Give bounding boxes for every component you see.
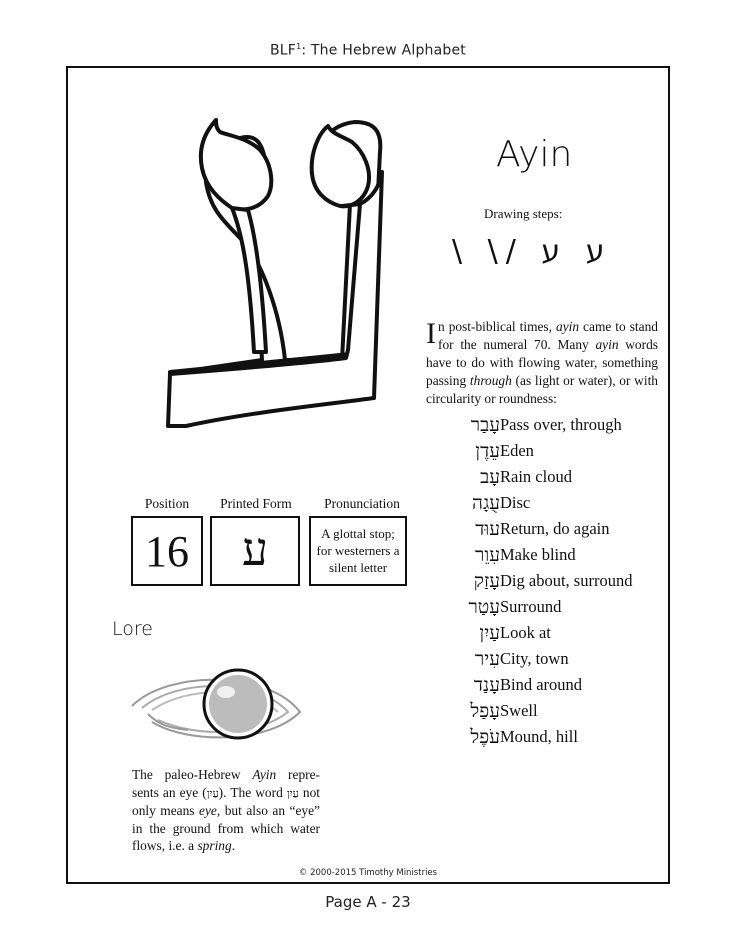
page-number: Page A - 23	[325, 893, 411, 911]
pronunciation-line-2: for westerners a	[316, 543, 400, 558]
vocab-hebrew: עֻגָה	[472, 491, 500, 514]
pronunciation-value	[309, 516, 407, 586]
vocab-hebrew: עֵדֶן	[475, 439, 500, 462]
vocabulary-list	[426, 412, 666, 750]
vocab-gloss: Swell	[500, 701, 538, 720]
copyright-notice: © 2000-2015 Timothy Ministries	[298, 868, 438, 878]
vocab-row	[426, 620, 666, 646]
vocab-hebrew: עָזַק	[473, 569, 500, 592]
vocab-row	[426, 724, 666, 750]
vocab-hebrew: עַיִן	[479, 621, 500, 644]
vocab-row	[426, 516, 666, 542]
vocab-gloss: Pass over, through	[500, 415, 622, 434]
page-header	[0, 42, 736, 59]
vocab-gloss: City, town	[500, 649, 569, 668]
vocab-row	[426, 594, 666, 620]
vocab-hebrew: עָבַר	[470, 413, 500, 436]
vocab-gloss: Eden	[500, 441, 534, 460]
vocab-gloss: Make blind	[500, 545, 576, 564]
drawing-steps-label: Drawing steps:	[484, 206, 563, 221]
pronunciation-label: Pronunciation	[324, 496, 400, 511]
intro-paragraph: In post-biblical times, ayin came to stand for the numeral 70. Many ayin words have to do with flowing water, something passing through (as light or water), or with circularity or roundness:	[426, 317, 658, 406]
vocab-row	[426, 672, 666, 698]
drop-cap: I	[426, 317, 436, 350]
header-title-sup: 1	[296, 42, 302, 51]
drawing-step-4: ע	[541, 234, 569, 269]
vocab-row	[426, 646, 666, 672]
pronunciation-line-1: A glottal stop;	[321, 526, 395, 541]
drawing-steps	[452, 234, 612, 269]
eye-illustration	[128, 664, 308, 744]
vocab-gloss: Look at	[500, 623, 551, 642]
vocab-hebrew: עֹפֶל	[470, 725, 500, 748]
vocab-row	[426, 490, 666, 516]
vocab-row	[426, 698, 666, 724]
drawing-step-1: \	[452, 234, 471, 269]
vocab-gloss: Bind around	[500, 675, 583, 694]
printed-form-value: ע	[210, 516, 300, 586]
vocab-hebrew: עוּד	[475, 517, 500, 540]
ayin-outline-letter	[150, 112, 400, 442]
header-title-rest: : The Hebrew Alphabet	[301, 42, 466, 59]
vocab-hebrew: עָנַד	[473, 673, 500, 696]
lore-heading: Lore	[112, 618, 153, 640]
vocab-row	[426, 438, 666, 464]
vocab-gloss: Surround	[500, 597, 562, 616]
letter-name: Ayin	[496, 134, 573, 175]
position-value: 16	[131, 516, 203, 586]
drawing-step-3: ע	[585, 234, 613, 269]
vocab-hebrew: עָפַל	[470, 699, 500, 722]
vocab-row	[426, 464, 666, 490]
vocab-gloss: Return, do again	[500, 519, 610, 538]
vocab-row	[426, 568, 666, 594]
vocab-hebrew: עָטַר	[468, 595, 500, 618]
vocab-gloss: Dig about, surround	[500, 571, 633, 590]
vocab-row	[426, 412, 666, 438]
vocab-row	[426, 542, 666, 568]
vocab-gloss: Mound, hill	[500, 727, 578, 746]
pronunciation-line-3: silent letter	[328, 560, 388, 575]
vocab-hebrew: עָב	[480, 465, 500, 488]
lore-paragraph: The paleo-Hebrew Ayin repre-sents an eye (עַיִן). The word עַיִן not only means eye, but also an “eye” in the ground from which water flows, i.e. a spring.	[132, 767, 321, 853]
vocab-gloss: Disc	[500, 493, 531, 512]
vocab-hebrew: עִוֵר	[475, 543, 500, 566]
drawing-step-2: \/	[487, 234, 524, 269]
vocab-gloss: Rain cloud	[500, 467, 572, 486]
position-label: Position	[144, 496, 190, 511]
printed-form-label: Printed Form	[220, 496, 292, 511]
header-title-prefix: BLF	[270, 42, 297, 59]
vocab-hebrew: עִיר	[474, 647, 500, 670]
